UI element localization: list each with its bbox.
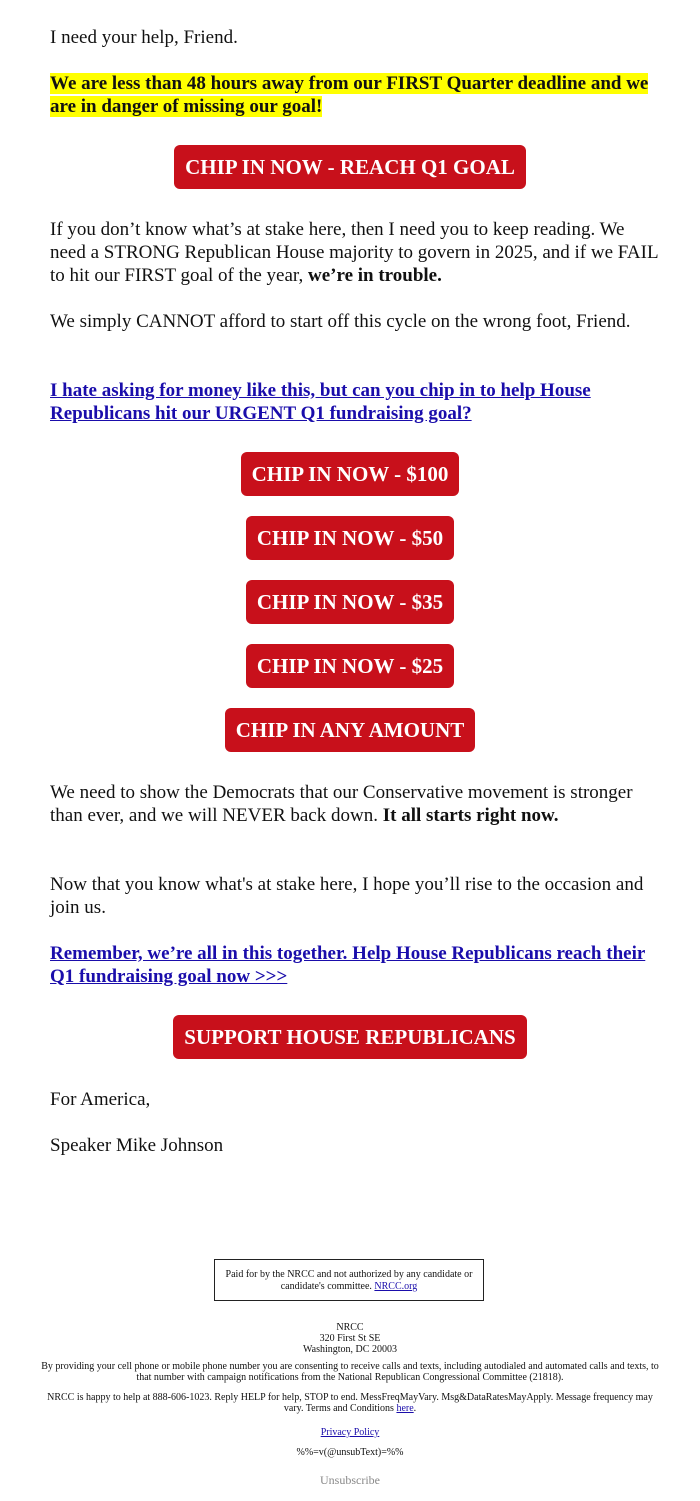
paragraph-stakes [50,218,660,287]
chip-in-any-amount-button[interactable]: CHIP IN ANY AMOUNT [225,708,476,752]
appeal-link-paragraph [50,379,660,425]
paragraph-democrats-text: We need to show the Democrats that our Conservative movement is stronger than ever, and we will NEVER back down. [50,782,633,826]
footer-org: NRCC [336,1322,364,1333]
privacy-policy-link[interactable]: Privacy Policy [320,1427,380,1438]
paid-for-disclaimer-box [214,1259,484,1301]
paragraph-stakes-bold: we’re in trouble. [308,265,442,286]
together-fundraising-link[interactable]: Remember, we’re all in this together. Help House Republicans reach their Q1 fundraising goal now >>> [50,943,646,987]
chip-in-100-button[interactable]: CHIP IN NOW - $100 [241,452,460,496]
support-house-republicans-button[interactable]: SUPPORT HOUSE REPUBLICANS [173,1015,526,1059]
signature: Speaker Mike Johnson [50,1135,224,1156]
greeting: I need your help, Friend. [50,27,238,48]
footer-sms-terms: NRCC is happy to help at 888-606-1023. Reply HELP for help, STOP to end. MessFreqMayVary. Msg&DataRatesMayApply. Message frequency may vary. Terms and Conditions here. [47,1392,653,1414]
paragraph-cannot-afford: We simply CANNOT afford to start off this cycle on the wrong foot, Friend. [50,311,631,332]
unsubscribe-link[interactable]: Unsubscribe [320,1473,380,1487]
footer-street: 320 First St SE [319,1333,381,1344]
chip-in-reach-q1-button[interactable]: CHIP IN NOW - REACH Q1 GOAL [174,145,526,189]
chip-in-50-button[interactable]: CHIP IN NOW - $50 [246,516,454,560]
paragraph-democrats [50,781,660,827]
urgent-highlight [50,72,660,118]
footer-consent: By providing your cell phone or mobile phone number you are consenting to receive calls and texts, including autodialed and automated calls and texts, to that number with campaign notifications from the National Republican Congressional Committee (21818). [41,1361,659,1383]
terms-conditions-link[interactable]: here [396,1403,414,1414]
footer-city: Washington, DC 20003 [303,1344,397,1355]
paid-for-text: Paid for by the NRCC and not authorized by any candidate or candidate's committee. [225,1269,473,1292]
together-link-paragraph [50,942,660,988]
footer-sms-text: NRCC is happy to help at 888-606-1023. Reply HELP for help, STOP to end. MessFreqMayVary. Msg&DataRatesMayApply. Message frequency may vary. Terms and Conditions [47,1392,653,1414]
paragraph-stakes-text: If you don’t know what’s at stake here, then I need you to keep reading. We need a STRONG Republican House majority to govern in 2025, and if we FAIL to hit our FIRST goal of the year, [50,219,658,286]
unsub-code: %%=v(@unsubText)=%% [296,1447,404,1458]
chip-in-appeal-link[interactable]: I hate asking for money like this, but can you chip in to help House Republicans hit our URGENT Q1 fundraising goal? [50,380,591,424]
highlight-text: We are less than 48 hours away from our FIRST Quarter deadline and we are in danger of missing our goal! [50,73,649,117]
privacy-paragraph [40,1427,660,1438]
paragraph-rise: Now that you know what's at stake here, I hope you’ll rise to the occasion and join us. [50,874,644,918]
chip-in-35-button[interactable]: CHIP IN NOW - $35 [246,580,454,624]
signoff: For America, [50,1089,151,1110]
footer-address [40,1322,660,1355]
nrcc-org-link[interactable]: NRCC.org [374,1281,418,1292]
paragraph-democrats-bold: It all starts right now. [382,805,559,826]
chip-in-25-button[interactable]: CHIP IN NOW - $25 [246,644,454,688]
